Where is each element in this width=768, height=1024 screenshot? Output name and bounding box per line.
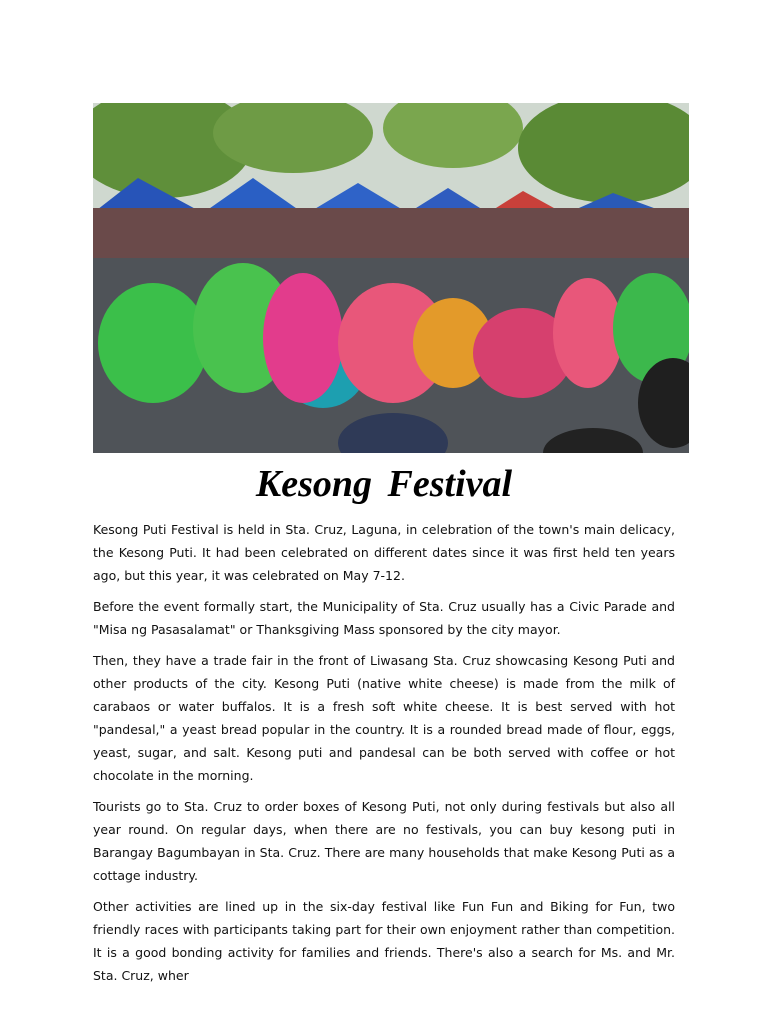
paragraph: Other activities are lined up in the six-day festival like Fun Fun and Biking for Fun, two friendly races with participants taking part for their own enjoyment rather than competition. It is a good bonding activity for families and friends. There's also a search for Ms. and Mr. Sta. Cruz, wher <box>93 899 675 983</box>
festival-photo <box>93 103 689 453</box>
dancer-pink <box>263 273 343 403</box>
paragraph: Then, they have a trade fair in the front of Liwasang Sta. Cruz showcasing Kesong Puti and other products of the city. Kesong Puti (native white cheese) is made from the milk of carabaos or water buffalos. It is a fresh soft white cheese. It is best served with hot "pandesal," a yeast bread popular in the country. It is a rounded bread made of flour, eggs, yeast, sugar, and salt. Kesong puti and pandesal can be both served with coffee or hot chocolate in the morning. <box>93 653 675 783</box>
dancer-pink <box>553 278 623 388</box>
article-body <box>93 518 675 995</box>
festival-photo-illustration <box>93 103 689 453</box>
page-title: Kesong Festival <box>255 463 513 505</box>
dancer-green <box>98 283 208 403</box>
paragraph: Tourists go to Sta. Cruz to order boxes of Kesong Puti, not only during festivals but also all year round. On regular days, when there are no festivals, you can buy kesong puti in Barangay Bagumbayan in Sta. Cruz. There are many households that make Kesong Puti as a cottage industry. <box>93 799 675 883</box>
paragraph: Kesong Puti Festival is held in Sta. Cruz, Laguna, in celebration of the town's main delicacy, the Kesong Puti. It had been celebrated on different dates since it was first held ten years ago, but this year, it was celebrated on May 7-12. <box>93 522 675 583</box>
paragraph: Before the event formally start, the Municipality of Sta. Cruz usually has a Civic Parade and "Misa ng Pasasalamat" or Thanksgiving Mass sponsored by the city mayor. <box>93 599 675 637</box>
